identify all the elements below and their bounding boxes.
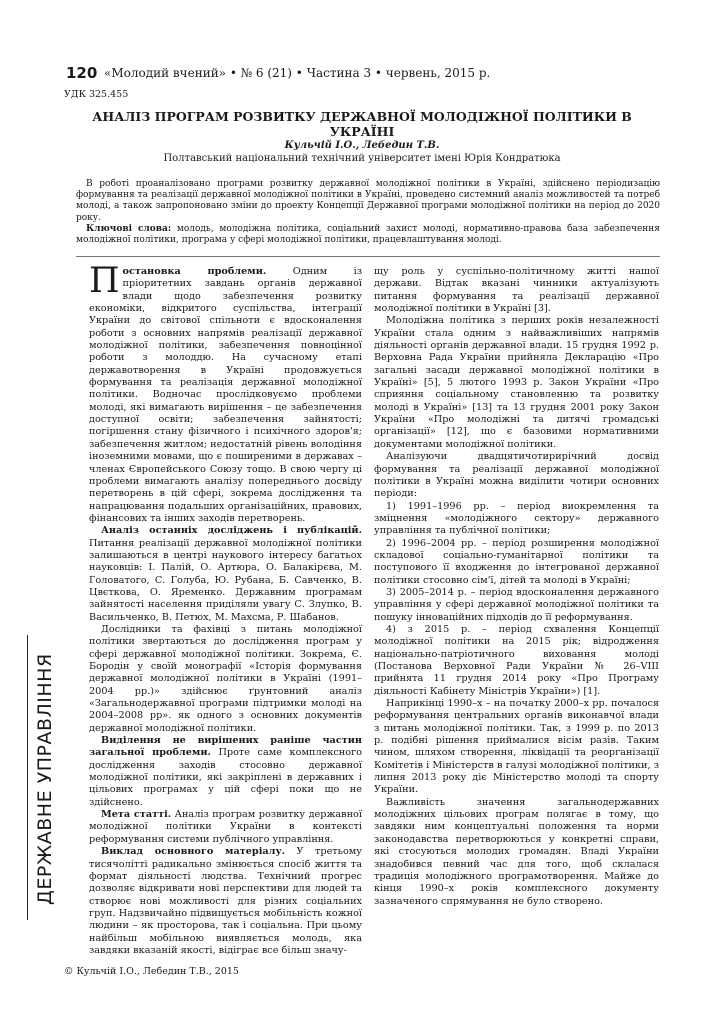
drop-cap: П: [89, 261, 120, 301]
paragraph-literature-review: [89, 525, 362, 624]
section-lead: Аналіз останніх досліджень і публікацій.: [101, 525, 362, 537]
divider: [76, 256, 660, 257]
copyright: © Кульчій І.О., Лебедин Т.В., 2015: [64, 966, 239, 977]
paragraph-text: Питання реалізації державної молодіжної політики залишаються в центрі наукового інтересу багатьох науковців: І. Палій, О. Артюра, О. Балакірєва, М. Головатого, С. Голуба, Ю. Рубана, Б. Савченко, В. Цвєткова, О. Яременко. Державним програмам зайнятості населення приділяли увагу С. Злупко, В. Васильченко, В. Петюх, М. Махсма, Р. Шабанов.: [89, 537, 362, 623]
paragraph-text: У третьому тисячолітті радикально змінюється спосіб життя та формат діяльності людства. Технічний прогрес дозволяє відкривати нові перспективи для людей та створює нові можливості для різних соціальних груп. Надзвичайно підвищується мобільність кожної людини – як просторова, так і соціальна. При цьому найбільш мобільною виявляється молодь, яка завдяки вказаній якості, відіграє все більш значу-: [89, 846, 363, 956]
keywords-label: Ключові слова:: [86, 224, 172, 234]
paragraph-text: Аналіз програм розвитку державної молодіжної політики України в контексті реформування системи публічного управління.: [89, 809, 362, 845]
affiliation: Полтавський національний технічний університет імені Юрія Кондратюка: [163, 153, 561, 164]
section-lead: Виклад основного матеріалу.: [101, 846, 286, 858]
paragraph-youth-policy: Молодіжна політика з перших років незалежності України стала одним з найважливіших напрямів діяльності органів державної влади. 15 грудня 1992 р. Верховна Рада України прийняла Декларацію «Про загальні засади державної молодіжної політики в Україні» [5], 5 лютого 1993 р. Закон України «Про сприяння соціальному становленню та розвитку молоді в Україні» [13] та 13 грудня 2001 року Закон України «Про молодіжні та дитячі громадські організації» [12], що є базовими нормативними документами молодіжної політики.: [374, 315, 659, 450]
article-title: АНАЛІЗ ПРОГРАМ РОЗВИТКУ ДЕРЖАВНОЇ МОЛОДІЖНОЇ ПОЛІТИКИ В УКРАЇНІ: [92, 109, 632, 139]
udk-code: УДК 325.455: [64, 89, 129, 100]
paragraph-researchers: Дослідники та фахівці з питань молодіжної політики звертаються до дослідження програм у сфері державної молодіжної політики. Зокрема, Є. Бородін у своїй монографії «Історія формування державної молодіжної політики в Україні (1991–2004 рр.)» здійснює ґрунтовний аналіз «Загальнодержавної програми підтримки молоді на 2004–2008 рр». як одного з основних документів державної молодіжної політики.: [89, 623, 362, 734]
paragraph-text: Проте саме комплексного дослідження заходів стосовно державної молодіжної політики, які закріплені в державних і цільових програмах у цій сфері поки що не здійснено.: [89, 747, 363, 808]
period-item: 1) 1991–1996 рр. – період виокремлення та зміцнення «молодіжного сектору» державного управління та публічної політики;: [374, 500, 659, 537]
period-item: 4) з 2015 р. – період схвалення Концепції молодіжної політики на 2015 рік; відродження національно-патріотичного виховання молоді (Постанова Верховної Ради України № 26–VIII прийнята 11 грудня 2014 року «Про Програму діяльності Кабінету Міністрів України») [1].: [374, 623, 659, 697]
paragraph-main-material: [89, 846, 362, 957]
authors: Кульчій І.О., Лебедин Т.В.: [284, 140, 440, 151]
section-bar: [27, 635, 28, 920]
paragraph-reform: Наприкінці 1990–х – на початку 2000–х рр. почалося реформування центральних органів виконавчої влади з питань молодіжної політики. Так, з 1999 р. по 2013 р. подібні рішення приймалися вісім разів. Таким чином, шляхом створення, ліквідації та реорганізації Комітетів і Міністерств в галузі молодіжної політики, з липня 2013 року діє Міністерство молоді та спорту України.: [374, 698, 659, 796]
journal-header: «Молодий вчений» • № 6 (21) • Частина 3 • червень, 2015 р.: [104, 66, 491, 80]
page-number: 120: [66, 64, 98, 82]
keywords: [76, 224, 660, 246]
section-lead: Виділення не вирішених раніше частин загальної проблеми.: [89, 735, 362, 759]
keywords-text: молодь, молодіжна політика, соціальний захист молоді, нормативно-правова база забезпечення молодіжної політики, програма у сфері молодіжної політики, працевлаштування молоді.: [76, 224, 660, 246]
section-label: ДЕРЖАВНЕ УПРАВЛІННЯ: [34, 653, 56, 905]
right-column: [374, 266, 659, 908]
paragraph-problem-statement: [89, 261, 362, 525]
paragraph-aim: [89, 809, 362, 846]
abstract: В роботі проаналізовано програми розвитку державної молодіжної політики в Україні, здійснено періодизацію формування та реалізації державної молодіжної політики в Україні, проведено системний аналіз можливостей та потреб молоді, а також запропоновано зміни до проекту Концепції Державної програми молодіжної політики на період до 2020 року.: [76, 179, 660, 223]
paragraph-text: Одним із пріоритетних завдань органів державної влади щодо забезпечення розвитку економіки, відкритого суспільства, інтеграції України до світової спільноти є вдосконалення роботи з основних напрямів реалізації державної молодіжної політики, забезпечення повноцінної роботи з молоддю. На сучасному етапі державотворення в Україні продовжується формування та реалізація державної молодіжної політики. Водночас прослідковуємо проблеми молоді, які вимагають вирішення – це забезпечення доступної освіти; забезпечення зайнятості; погіршення стану фізичного і психічного здоров'я; забезпечення житлом; недостатній рівень володіння іноземними мовами, що є поширеними в державах – членах Європейського Союзу тощо. В свою чергу ці проблеми вимагають аналізу попереднього досвіду перетворень в цій сфері, зокрема дослідження та напрацювання подальших організаційних, правових, фінансових та інших заходів перетворень.: [89, 266, 362, 524]
paragraph-continuation: щу роль у суспільно-політичному житті нашої держави. Відтак вказані чинники актуалізують питання формування та реалізації державної молодіжної політики в Україні [3].: [374, 266, 659, 315]
section-lead: остановка проблеми.: [122, 266, 267, 277]
paragraph-periods-intro: Аналізуючи двадцятичотирирічний досвід формування та реалізації державної молодіжної політики в Україні можна виділити чотири основних періоди:: [374, 451, 659, 500]
period-item: 3) 2005–2014 р. – період вдосконалення державного управління у сфері державної молодіжної політики та пошуку інноваційних підходів до її реформування.: [374, 586, 659, 623]
left-column: [89, 261, 363, 957]
paragraph-programs: Важливість значення загальнодержавних молодіжних цільових програм полягає в тому, що завдяки ним концептуальні положення та норми законодавства перетворюються у конкретні справи, які стосуються молодих громадян. Владі України знадобився певний час для того, щоб склалася традиція молодіжного програмотворення. Майже до кінця 1990–х років комплексного документу зазначеного спрямування не було створено.: [374, 796, 659, 907]
section-lead: Мета статті.: [101, 809, 172, 821]
paragraph-unsolved-parts: [89, 735, 362, 809]
period-item: 2) 1996–2004 рр. – період розширення молодіжної складової соціально-гуманітарної політики та поступового її входження до інтегрованої державної політики стосовно сім'ї, дітей та молоді в Україні;: [374, 537, 659, 586]
